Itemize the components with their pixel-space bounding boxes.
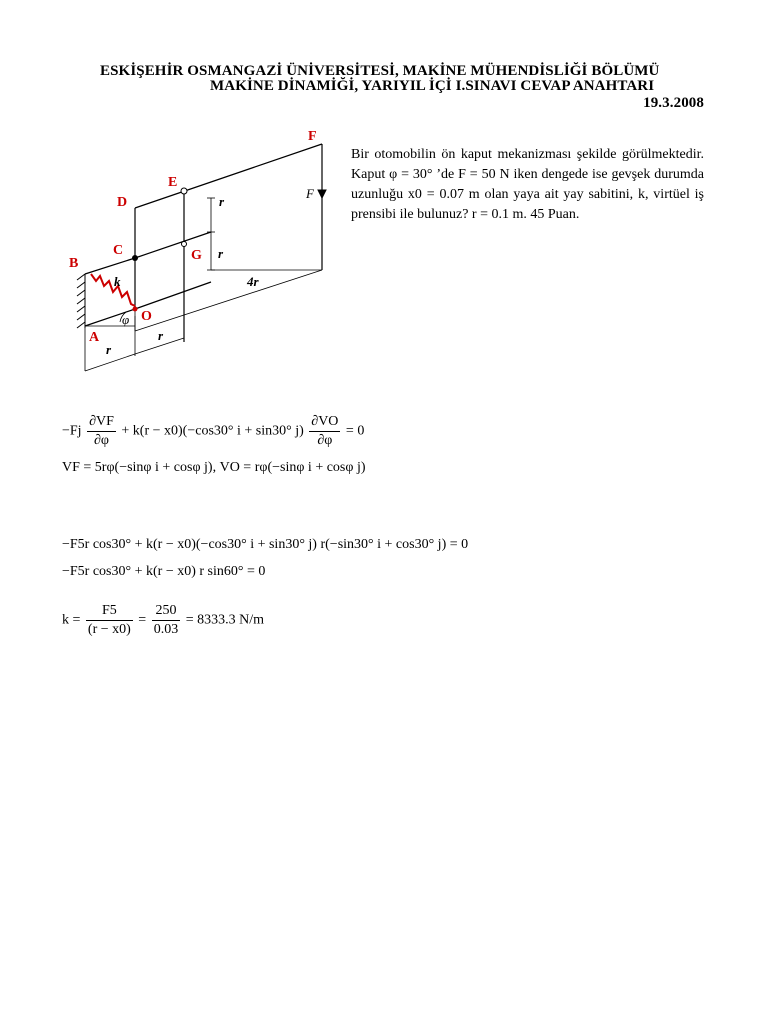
eq5-frac-1 (86, 602, 133, 639)
joint-c (132, 255, 138, 261)
label-4r: 4r (247, 274, 259, 289)
label-f: F (308, 129, 317, 144)
eq1-frac-vf-den: ∂φ (93, 433, 109, 448)
label-g: G (191, 248, 202, 263)
eq5-result: = 8333.3 N/m (185, 612, 264, 628)
label-e: E (168, 175, 178, 190)
eq5-den-2: 0.03 (153, 622, 179, 637)
label-r-top: r (219, 194, 225, 209)
label-r-bottom: r (158, 328, 164, 343)
eq1-lhs: −Fj (62, 423, 82, 439)
header-date: 19.3.2008 (643, 95, 704, 111)
problem-statement: Bir otomobilin ön kaput mekanizması şekilde görülmektedir. Kaput φ = 30° ’de F = 50 N iken dengede ise gevşek durumda uzunluğu x0 = 0.07 m olan yaya ait yay sabitini, k, virtüel iş prensibi ile bulunuz? r = 0.1 m. 45 Puan. (351, 147, 704, 222)
equation-substituted: −F5r cos30° + k(r − x0)(−cos30° i + sin30° j) r(−sin30° i + cos30° j) = 0 (62, 537, 469, 552)
wall-hatch (77, 274, 85, 328)
label-r-left: r (106, 342, 112, 357)
equation-result: k = $\frac{F5}{(r - x0)}$ = $\frac{250}{0.03}$ = 8333.3 N/m (62, 603, 264, 637)
eq5-num-1: F5 (86, 602, 133, 621)
label-k: k (114, 274, 121, 289)
label-r-mid: r (218, 246, 224, 261)
eq1-frac-vo-den: ∂φ (317, 433, 333, 448)
eq5-frac-2 (152, 602, 181, 639)
joint-o (133, 307, 138, 312)
eq5-num-2: 250 (152, 602, 181, 621)
joint-e (181, 188, 187, 194)
label-a: A (89, 330, 100, 345)
label-o: O (141, 309, 152, 324)
header-university: ESKİŞEHİR OSMANGAZİ ÜNİVERSİTESİ, MAKİNE MÜHENDİSLİĞİ BÖLÜMÜ (100, 63, 660, 79)
eq1-frac-vf (87, 413, 116, 450)
joint-g (182, 242, 187, 247)
header-course: MAKİNE DİNAMİĞİ, YARIYIL İÇİ I.SINAVI CEVAP ANAHTARI (210, 78, 655, 94)
eq5-lhs: k = (62, 612, 81, 628)
label-phi: φ (122, 312, 130, 327)
mechanism-diagram (66, 126, 338, 378)
label-b: B (69, 256, 79, 271)
equation-velocities: VF = 5rφ(−sinφ i + cosφ j), VO = rφ(−sinφ i + cosφ j) (62, 460, 366, 475)
eq1-frac-vo (309, 413, 340, 450)
eq5-den-1: (r − x0) (87, 622, 131, 637)
eq1-rhs: = 0 (345, 423, 365, 439)
eq1-frac-vf-num: ∂VF (87, 413, 116, 432)
spring (91, 274, 135, 306)
force-arrow (318, 176, 326, 198)
equation-simplified: −F5r cos30° + k(r − x0) r sin60° = 0 (62, 564, 266, 579)
label-d: D (117, 195, 128, 210)
eq1-mid: + k(r − x0)(−cos30° i + sin30° j) (121, 423, 304, 439)
equation-virtual-work (62, 413, 364, 450)
label-c: C (113, 243, 124, 258)
eq1-frac-vo-num: ∂VO (309, 413, 340, 432)
label-force: F (306, 186, 314, 201)
